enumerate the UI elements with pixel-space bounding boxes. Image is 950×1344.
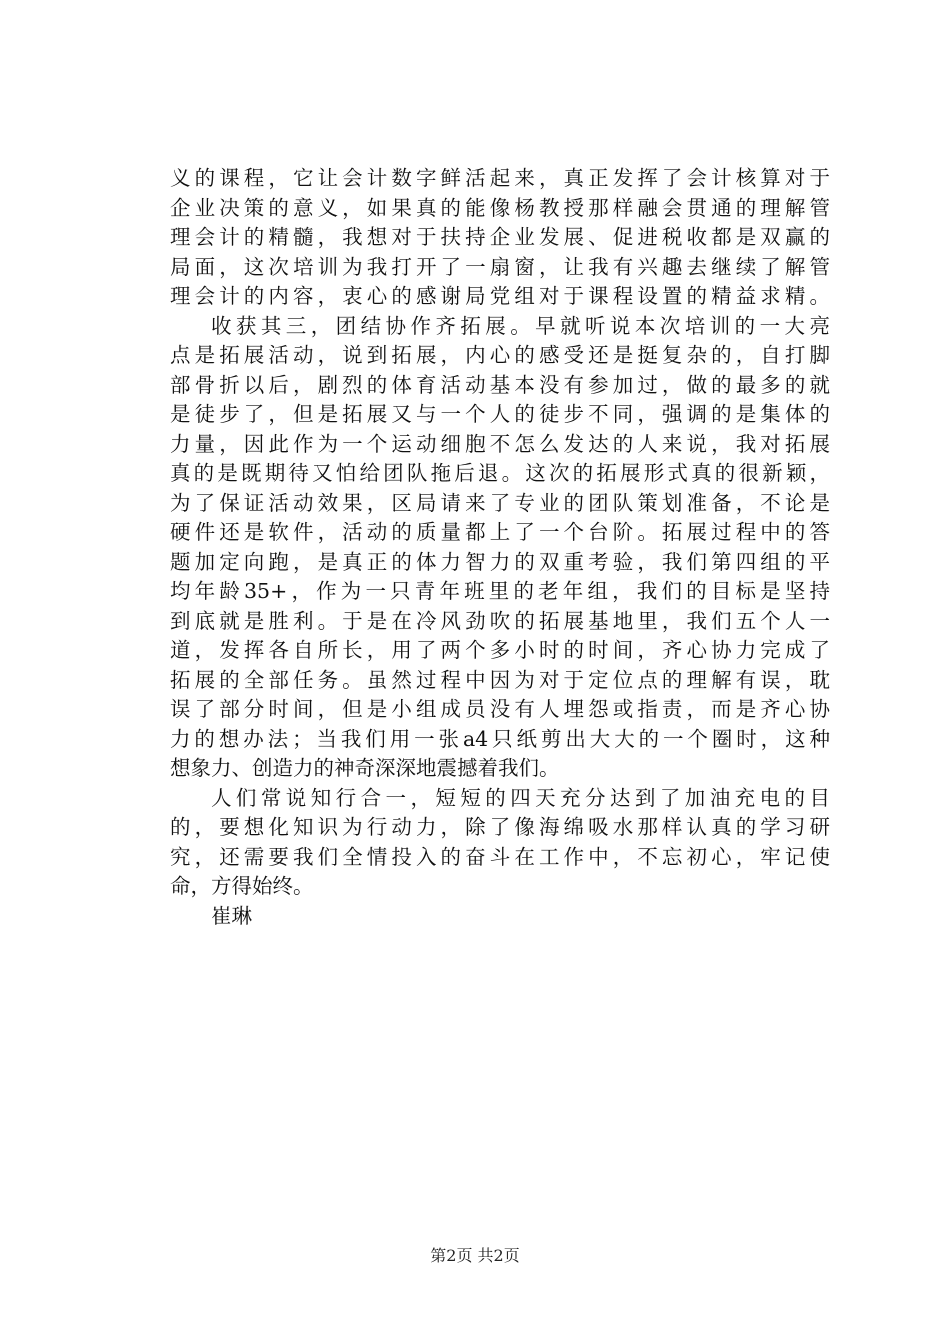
text-line: 的，要想化知识为行动力，除了像海绵吸水那样认真的学习研 — [170, 815, 830, 839]
paragraph-1 — [170, 164, 830, 312]
text-line: 道，发挥各自所长，用了两个多小时的时间，齐心协力完成了 — [170, 638, 830, 662]
text-line: 点是拓展活动，说到拓展，内心的感受还是挺复杂的，自打脚 — [170, 343, 830, 367]
text-line: 想象力、创造力的神奇深深地震撼着我们。 — [170, 756, 560, 780]
page-number: 第2页 共2页 — [430, 1246, 520, 1265]
text-line: 究，还需要我们全情投入的奋斗在工作中，不忘初心，牢记使 — [170, 844, 830, 869]
text-line: 企业决策的意义，如果真的能像杨教授那样融会贯通的理解管 — [170, 195, 830, 220]
text-line: 部骨折以后，剧烈的体育活动基本没有参加过，做的最多的就 — [170, 372, 830, 397]
text-line: 理会计的内容，衷心的感谢局党组对于课程设置的精益求精。 — [170, 284, 830, 308]
text-line: 力量，因此作为一个运动细胞不怎么发达的人来说，我对拓展 — [170, 431, 830, 456]
text-line: 命，方得始终。 — [170, 874, 314, 898]
document-body — [170, 164, 830, 931]
text-line: 是徒步了，但是拓展又与一个人的徒步不同，强调的是集体的 — [170, 402, 830, 426]
text-line: 为了保证活动效果，区局请来了专业的团队策划准备，不论是 — [170, 490, 830, 515]
text-line: 人们常说知行合一，短短的四天充分达到了加油充电的目 — [211, 785, 830, 810]
paragraph-3 — [170, 784, 830, 902]
text-line: 理会计的精髓，我想对于扶持企业发展、促进税收都是双赢的 — [170, 225, 830, 249]
text-line: 拓展的全部任务。虽然过程中因为对于定位点的理解有误，耽 — [170, 667, 830, 692]
text-line: 收获其三，团结协作齐拓展。早就听说本次培训的一大亮 — [211, 313, 830, 338]
text-line: 局面，这次培训为我打开了一扇窗，让我有兴趣去继续了解管 — [170, 254, 830, 279]
text-line: 到底就是胜利。于是在冷风劲吹的拓展基地里，我们五个人一 — [170, 608, 830, 633]
paragraph-2 — [170, 312, 830, 784]
text-line: 义的课程，它让会计数字鲜活起来，真正发挥了会计核算对于 — [170, 166, 830, 190]
text-line: 真的是既期待又怕给团队拖后退。这次的拓展形式真的很新颖， — [170, 461, 830, 485]
text-line: 误了部分时间，但是小组成员没有人埋怨或指责，而是齐心协 — [170, 697, 830, 721]
text-line: 力的想办法；当我们用一张a4只纸剪出大大的一个圈时，这种 — [170, 726, 830, 751]
text-line: 题加定向跑，是真正的体力智力的双重考验，我们第四组的平 — [170, 549, 830, 574]
signature: 崔琳 — [211, 903, 252, 928]
text-line: 均年龄35+，作为一只青年班里的老年组，我们的目标是坚持 — [170, 579, 830, 603]
text-line: 硬件还是软件，活动的质量都上了一个台阶。拓展过程中的答 — [170, 520, 830, 544]
page-footer — [0, 1243, 950, 1266]
